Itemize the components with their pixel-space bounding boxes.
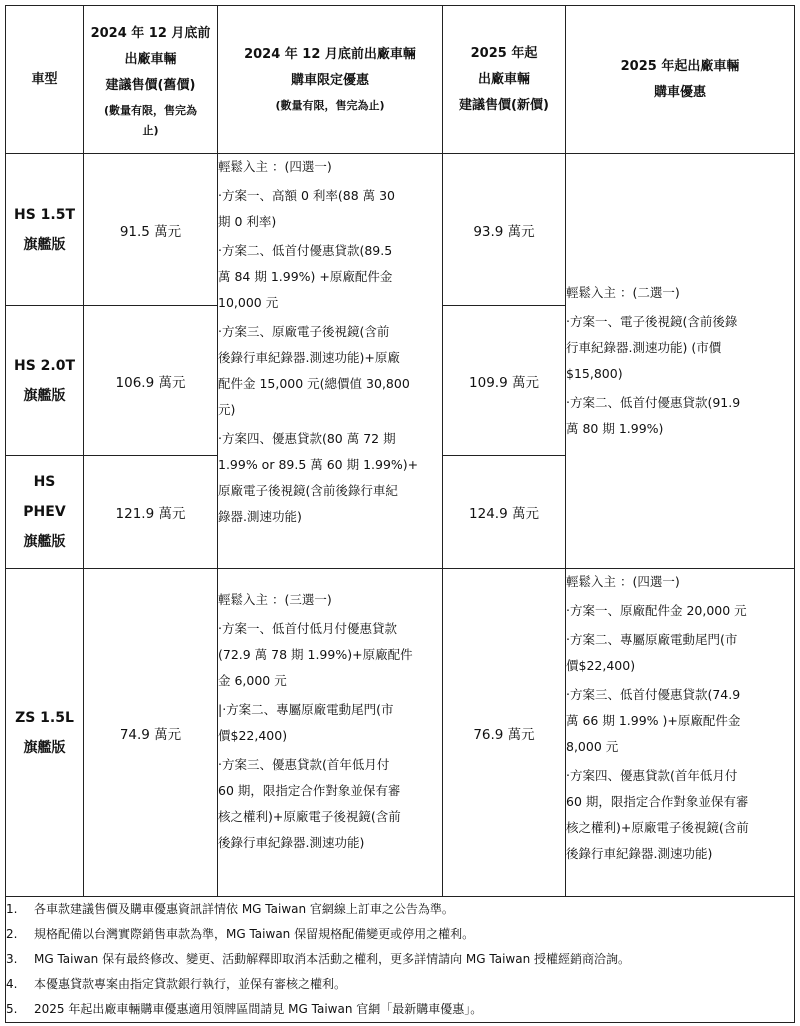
zs-old-plan-2: |‧方案二、專屬原廠電動尾門(市 價$22,400): [218, 702, 394, 743]
hs-new-offer-title: 輕鬆入主 ：(二選一): [566, 285, 680, 300]
old-price-hs-phev: 121.9 萬元: [84, 456, 218, 569]
header-model: 車型: [6, 6, 84, 154]
header-new-offer: 2025 年起出廠車輛 購車優惠: [566, 6, 795, 154]
zs-new-plan-3: ‧方案三、低首付優惠貸款(74.9 萬 66 期 1.99% )+原廠配件金 8,000 元: [566, 687, 741, 754]
new-price-zs-15l: 76.9 萬元: [443, 569, 566, 897]
notes: [6, 897, 795, 1023]
note-item: 3. MG Taiwan 保有最終修改、變更、活動解釋即取消本活動之權利，更多詳情請向 MG Taiwan 授權經銷商洽詢。: [6, 952, 630, 966]
table-row: [6, 154, 795, 306]
new-price-hs-20t: 109.9 萬元: [443, 306, 566, 456]
zs-old-offer: [218, 569, 443, 897]
notes-row: [6, 897, 795, 1023]
model-hs-phev: HS PHEV 旗艦版: [6, 456, 84, 569]
zs-new-offer: [566, 569, 795, 897]
note-item: 5. 2025 年起出廠車輛購車優惠適用領牌區間請見 MG Taiwan 官網「最新購車優惠」。: [6, 1002, 483, 1016]
zs-new-plan-2: ‧方案二、專屬原廠電動尾門(市 價$22,400): [566, 632, 738, 673]
zs-old-plan-1: ‧方案一、低首付低月付優惠貸款 (72.9 萬 78 期 1.99%)+原廠配件 金 6,000 元: [218, 621, 413, 688]
hs-old-offer: [218, 154, 443, 569]
hs-new-plan-2: ‧方案二、低首付優惠貸款(91.9 萬 80 期 1.99%): [566, 395, 741, 436]
zs-new-plan-1: ‧方案一、原廠配件金 20,000 元: [566, 603, 747, 618]
table-row: [6, 569, 795, 897]
pricing-table: [5, 5, 795, 1023]
header-new-price: 2025 年起 出廠車輛 建議售價(新價): [443, 6, 566, 154]
new-price-hs-phev: 124.9 萬元: [443, 456, 566, 569]
header-row: [6, 6, 795, 154]
hs-new-plan-1: ‧方案一、電子後視鏡(含前後錄 行車紀錄器.測速功能) (市價 $15,800): [566, 314, 738, 381]
zs-old-offer-title: 輕鬆入主 ：(三選一): [218, 592, 332, 607]
zs-old-plan-3: ‧方案三、優惠貸款(首年低月付 60 期，限指定合作對象並保有審 核之權利)+原廠電子後視鏡(含前 後錄行車紀錄器.測速功能): [218, 757, 401, 850]
model-hs-20t: HS 2.0T 旗艦版: [6, 306, 84, 456]
old-price-zs-15l: 74.9 萬元: [84, 569, 218, 897]
old-price-hs-15t: 91.5 萬元: [84, 154, 218, 306]
note-item: 4. 本優惠貸款專案由指定貸款銀行執行，並保有審核之權利。: [6, 977, 347, 991]
zs-new-offer-title: 輕鬆入主 ：(四選一): [566, 574, 680, 589]
hs-old-offer-title: 輕鬆入主 ：(四選一): [218, 159, 332, 174]
header-old-offer: 2024 年 12 月底前出廠車輛 購車限定優惠 (數量有限，售完為止): [218, 6, 443, 154]
note-item: 2. 規格配備以台灣實際銷售車款為準，MG Taiwan 保留規格配備變更或停用之權利。: [6, 927, 475, 941]
model-zs-15l: ZS 1.5L 旗艦版: [6, 569, 84, 897]
hs-old-plan-1: ‧方案一、高額 0 利率(88 萬 30 期 0 利率): [218, 188, 396, 229]
zs-new-plan-4: ‧方案四、優惠貸款(首年低月付 60 期，限指定合作對象並保有審 核之權利)+原廠電子後視鏡(含前 後錄行車紀錄器.測速功能): [566, 768, 749, 861]
hs-old-plan-2: ‧方案二、低首付優惠貸款(89.5 萬 84 期 1.99%) +原廠配件金 10,000 元: [218, 243, 393, 310]
hs-old-plan-4: ‧方案四、優惠貸款(80 萬 72 期 1.99% or 89.5 萬 60 期 1.99%)+ 原廠電子後視鏡(含前後錄行車紀 錄器.測速功能): [218, 431, 419, 524]
old-price-hs-20t: 106.9 萬元: [84, 306, 218, 456]
note-item: 1. 各車款建議售價及購車優惠資訊詳情依 MG Taiwan 官網線上訂車之公告為準。: [6, 902, 454, 916]
new-price-hs-15t: 93.9 萬元: [443, 154, 566, 306]
header-old-price: 2024 年 12 月底前 出廠車輛 建議售價(舊價) (數量有限，售完為 止): [84, 6, 218, 154]
hs-new-offer: [566, 154, 795, 569]
model-hs-15t: HS 1.5T 旗艦版: [6, 154, 84, 306]
hs-old-plan-3: ‧方案三、原廠電子後視鏡(含前 後錄行車紀錄器.測速功能)+原廠 配件金 15,000 元(總價值 30,800 元): [218, 324, 410, 417]
